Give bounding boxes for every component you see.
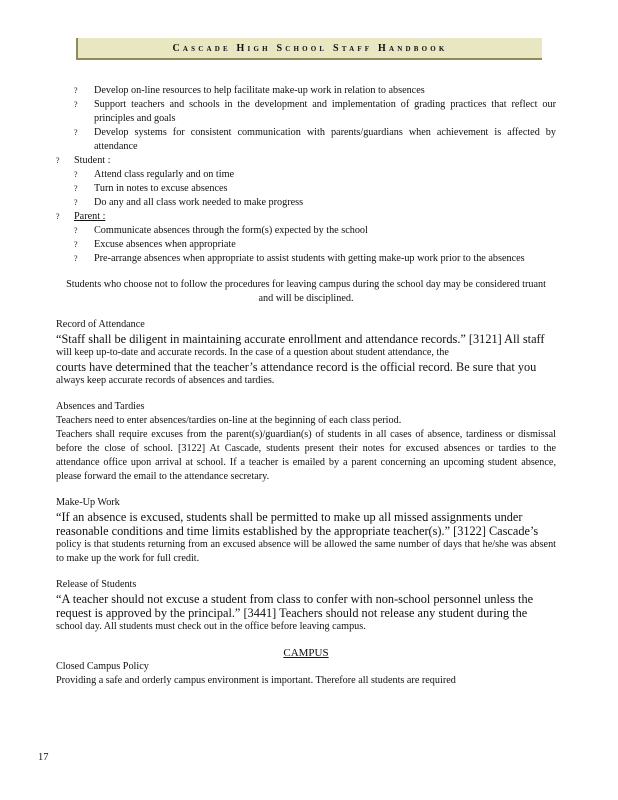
page-content (56, 84, 556, 688)
policy-quote: “If an absence is excused, students shall be permitted to make up all missed assignments under reasonable conditions and time limits established by the appropriate teacher(s).” [3122] Cascade’s (56, 510, 539, 538)
list-item: ? Turn in notes to excuse absences (74, 183, 228, 194)
paragraph: school day. All students must check out in the office before leaving campus. (56, 621, 366, 632)
page-number: 17 (38, 752, 49, 763)
section-heading: Record of Attendance (56, 319, 145, 330)
bullet-marker: ? (74, 184, 78, 193)
section-heading: Release of Students (56, 579, 137, 590)
list-item: ? Attend class regularly and on time (74, 169, 235, 180)
paragraph: will keep up-to-date and accurate records. In the case of a question about student attendance, the (56, 347, 449, 358)
parent-heading: ? Parent : (56, 211, 106, 222)
bullet-marker: ? (74, 170, 78, 179)
header-title: Cascade High School Staff Handbook (172, 42, 448, 54)
policy-quote: “Staff shall be diligent in maintaining accurate enrollment and attendance records.” [3121] All staff (56, 332, 545, 346)
bullet-marker: ? (56, 212, 60, 221)
bullet-marker: ? (74, 240, 78, 249)
record-section (56, 318, 556, 388)
list-item: ? Develop systems for consistent communication with parents/guardians when achievement is affected by attendance (74, 127, 556, 152)
teacher-list (56, 84, 556, 154)
paragraph: always keep accurate records of absences and tardies. (56, 375, 275, 386)
paragraph: Providing a safe and orderly campus environment is important. Therefore all students are required (56, 675, 456, 686)
section-heading: Make-Up Work (56, 497, 120, 508)
bullet-marker: ? (74, 226, 78, 235)
release-section (56, 578, 556, 634)
makeup-section (56, 496, 556, 566)
list-item: ? Do any and all class work needed to make progress (74, 197, 304, 208)
absences-section (56, 400, 556, 484)
bullet-marker: ? (74, 254, 78, 263)
section-heading: Absences and Tardies (56, 401, 145, 412)
list-item: ? Develop on-line resources to help facilitate make-up work in relation to absences (74, 85, 425, 96)
bullet-marker: ? (56, 156, 60, 165)
handbook-header (76, 38, 542, 60)
paragraph: Teachers shall require excuses from the parent(s)/guardian(s) of students in all cases of absence, tardiness or dismissal before the close of school. [3122] At Cascade, students present their notes for excused absences or tardies to the attendance office upon arrival at school. If a teacher is emailed by a parent concerning an upcoming student absence, please forward the email to the attendance secretary. (56, 429, 556, 482)
section-heading: Closed Campus Policy (56, 661, 149, 672)
policy-quote: courts have determined that the teacher’s attendance record is the official record. Be sure that you (56, 360, 537, 374)
student-heading: ? Student : (56, 155, 111, 166)
list-item: ? Pre-arrange absences when appropriate to assist students with getting make-up work prior to the absences (74, 253, 525, 264)
bullet-marker: ? (74, 128, 78, 137)
paragraph: policy is that students returning from an excused absence will be allowed the same number of days that he/she was absent to make up the work for full credit. (56, 539, 556, 564)
policy-quote: “A teacher should not excuse a student from class to confer with non-school personnel unless the request is approved by the principal.” [3441] Teachers should not release any student during the (56, 592, 534, 620)
campus-heading: CAMPUS (283, 647, 329, 659)
bullet-marker: ? (74, 198, 78, 207)
list-item: ? Excuse absences when appropriate (74, 239, 236, 250)
bullet-marker: ? (74, 86, 78, 95)
bullet-marker: ? (74, 100, 78, 109)
list-item: ? Communicate absences through the form(s) expected by the school (74, 225, 368, 236)
paragraph: Teachers need to enter absences/tardies on-line at the beginning of each class period. (56, 415, 402, 426)
list-item: ? Support teachers and schools in the development and implementation of grading practices that reflect our principles and goals (74, 99, 556, 124)
leaving-campus-notice: Students who choose not to follow the procedures for leaving campus during the school day may be considered truant and will be disciplined. (66, 279, 546, 304)
